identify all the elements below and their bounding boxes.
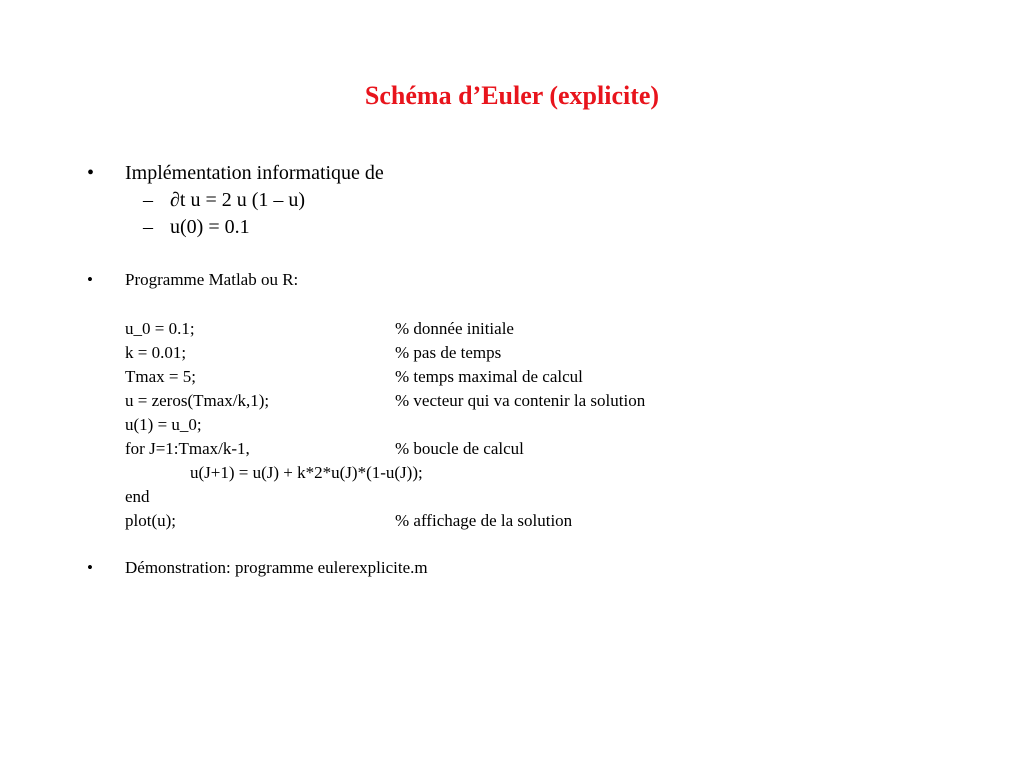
code-statement: k = 0.01;	[125, 343, 187, 362]
equation-initial-condition: u(0) = 0.1	[170, 216, 250, 238]
code-comment: % vecteur qui va contenir la solution	[395, 391, 646, 410]
bullet-marker: •	[87, 558, 93, 577]
code-statement: u_0 = 0.1;	[125, 319, 195, 338]
code-line	[125, 317, 825, 341]
code-statement: for J=1:Tmax/k-1,	[125, 439, 250, 458]
code-line	[125, 365, 825, 389]
code-line	[125, 413, 825, 437]
code-statement: end	[125, 487, 150, 506]
code-comment: % affichage de la solution	[395, 511, 573, 530]
code-comment: % pas de temps	[395, 343, 502, 362]
code-line	[125, 509, 825, 533]
code-line	[125, 461, 825, 485]
bullet-program: Programme Matlab ou R:	[125, 270, 299, 289]
slide-title: Schéma d’Euler (explicite)	[364, 81, 660, 110]
code-block	[125, 317, 825, 533]
code-comment: % donnée initiale	[395, 319, 514, 338]
code-line	[125, 389, 825, 413]
bullet-implementation: Implémentation informatique de	[125, 162, 384, 184]
code-statement: plot(u);	[125, 511, 176, 530]
code-statement: u(1) = u_0;	[125, 415, 202, 434]
bullet-marker: •	[87, 270, 93, 289]
bullet-marker: •	[87, 162, 95, 184]
equation-ode: ∂t u = 2 u (1 – u)	[170, 189, 306, 211]
code-line	[125, 437, 825, 461]
sub-bullet-marker: –	[143, 189, 153, 211]
bullet-demonstration: Démonstration: programme eulerexplicite.m	[125, 558, 428, 577]
code-line	[125, 485, 825, 509]
code-comment: % boucle de calcul	[395, 439, 524, 458]
code-statement: u(J+1) = u(J) + k*2*u(J)*(1-u(J));	[190, 463, 423, 482]
sub-bullet-marker: –	[143, 216, 153, 238]
code-comment: % temps maximal de calcul	[395, 367, 583, 386]
code-statement: Tmax = 5;	[125, 367, 196, 386]
code-line	[125, 341, 825, 365]
code-statement: u = zeros(Tmax/k,1);	[125, 391, 270, 410]
